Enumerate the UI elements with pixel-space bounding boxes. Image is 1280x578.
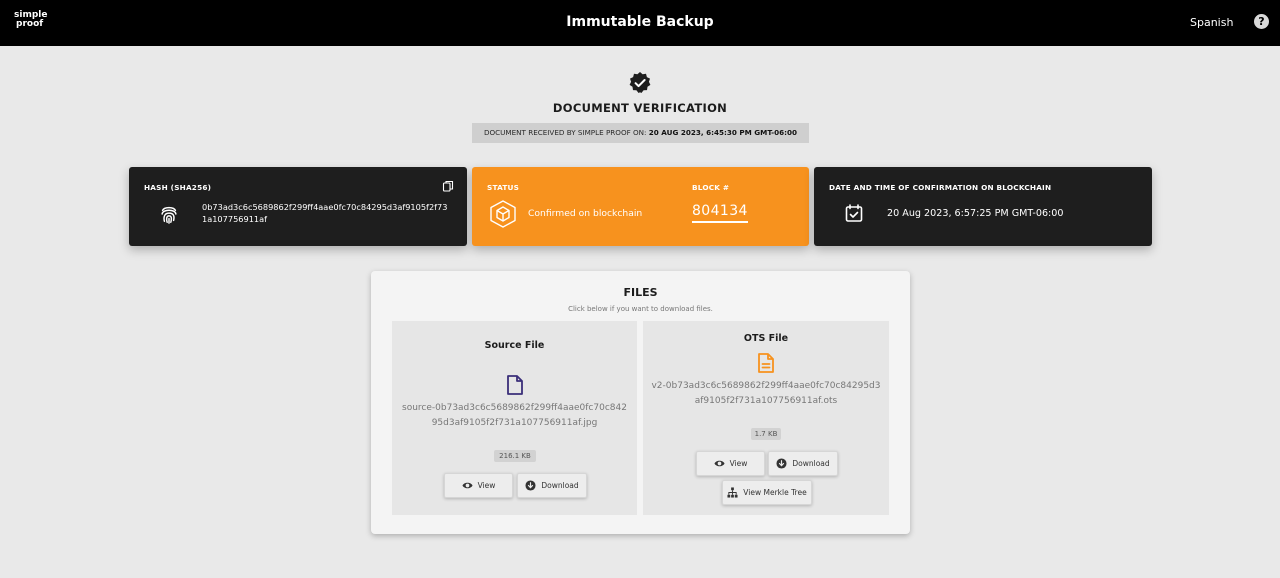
download-label: Download xyxy=(541,481,579,490)
language-switch[interactable]: Spanish xyxy=(1190,16,1234,29)
source-file-card xyxy=(392,321,637,515)
help-icon[interactable]: ? xyxy=(1254,14,1269,29)
ots-file-card xyxy=(643,321,889,515)
confirmation-date-card xyxy=(814,167,1152,246)
files-subtitle: Click below if you want to download files. xyxy=(568,305,713,313)
download-icon xyxy=(525,480,536,491)
hash-card xyxy=(129,167,467,246)
download-label: Download xyxy=(792,459,830,468)
merkle-label: View Merkle Tree xyxy=(743,488,807,497)
files-title: FILES xyxy=(623,286,658,299)
blockchain-cube-icon xyxy=(488,199,518,229)
sitemap-icon xyxy=(727,487,738,498)
status-value: Confirmed on blockchain xyxy=(528,208,643,219)
received-label: DOCUMENT RECEIVED BY SIMPLE PROOF ON: xyxy=(483,128,647,137)
document-text-icon xyxy=(757,352,775,374)
ots-download-button[interactable] xyxy=(768,451,838,476)
view-merkle-tree-button[interactable] xyxy=(722,480,812,505)
confirmation-date-label: DATE AND TIME OF CONFIRMATION ON BLOCKCHAIN xyxy=(829,183,1052,192)
block-label: BLOCK # xyxy=(692,183,730,192)
logo-line-1: simple xyxy=(14,10,48,20)
view-label: View xyxy=(477,481,496,490)
source-view-button[interactable] xyxy=(444,473,513,498)
received-date-banner xyxy=(472,123,809,143)
eye-icon xyxy=(462,480,473,491)
source-file-name: source-0b73ad3c6c5689862f299ff4aae0fc70c84295d3af9105f2f731a107756911af.jpg xyxy=(402,403,627,428)
view-label: View xyxy=(729,459,748,468)
hash-value: 0b73ad3c6c5689862f299ff4aae0fc70c84295d3af9105f2f731a107756911af xyxy=(202,202,448,224)
status-label: STATUS xyxy=(487,183,520,192)
verification-title: DOCUMENT VERIFICATION xyxy=(552,101,728,115)
hash-label: HASH (SHA256) xyxy=(144,183,212,192)
verified-badge-icon xyxy=(628,71,652,95)
received-date: 20 AUG 2023, 6:45:30 PM GMT-06:00 xyxy=(648,128,798,137)
calendar-check-icon xyxy=(844,203,864,223)
files-panel xyxy=(371,271,910,534)
block-number-link[interactable]: 804134 xyxy=(692,203,748,223)
ots-file-name: v2-0b73ad3c6c5689862f299ff4aae0fc70c84295d3af9105f2f731a107756911af.ots xyxy=(651,381,881,406)
download-icon xyxy=(776,458,787,469)
status-card xyxy=(472,167,809,246)
top-bar xyxy=(0,0,1280,46)
ots-view-button[interactable] xyxy=(696,451,765,476)
app-title: Immutable Backup xyxy=(566,14,714,30)
ots-file-size: 1.7 KB xyxy=(751,428,781,440)
eye-icon xyxy=(714,458,725,469)
confirmation-date-value: 20 Aug 2023, 6:57:25 PM GMT-06:00 xyxy=(887,208,1064,219)
ots-file-title: OTS File xyxy=(743,333,789,344)
logo-line-2: proof xyxy=(16,19,44,29)
source-file-title: Source File xyxy=(484,340,545,351)
source-download-button[interactable] xyxy=(517,473,587,498)
fingerprint-icon xyxy=(158,203,180,225)
source-file-size: 216.1 KB xyxy=(494,450,536,462)
copy-icon[interactable] xyxy=(442,180,454,192)
file-icon xyxy=(506,374,524,396)
